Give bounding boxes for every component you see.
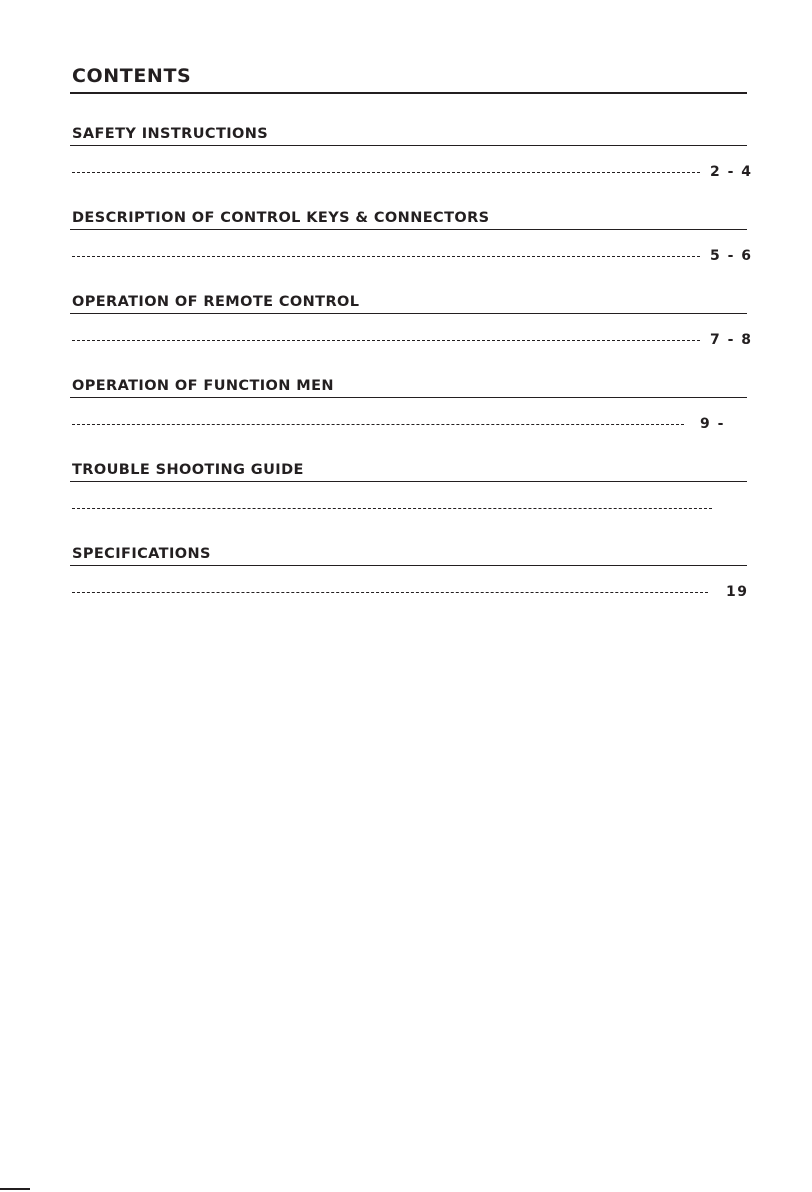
toc-heading: OPERATION OF FUNCTION MEN [70,376,747,398]
toc-page-number: 2 - 4 [710,164,753,180]
toc-page-number: 9 - [700,416,725,432]
toc-page-number: 5 - 6 [710,248,753,264]
toc-entry-trouble-shooting-guide[interactable] [70,460,747,544]
spacer [70,94,747,124]
toc-leader-row [70,246,753,266]
toc-leader-row [70,162,753,182]
dotted-leader [72,256,700,257]
dotted-leader [72,340,700,341]
toc-entry-description-of-control-keys[interactable] [70,208,753,292]
toc-entry-operation-of-remote-control[interactable] [70,292,753,376]
toc-page-number: 19 [726,584,749,600]
toc-leader-row [70,330,753,350]
toc-leader-row [70,582,747,602]
dotted-leader [72,424,684,425]
toc-heading: SPECIFICATIONS [70,544,747,566]
toc-heading: SAFETY INSTRUCTIONS [70,124,747,146]
toc-leader-row [70,414,747,434]
toc-entry-safety-instructions[interactable] [70,124,753,208]
dotted-leader [72,592,708,593]
toc-entry-specifications[interactable] [70,544,747,628]
toc-heading: OPERATION OF REMOTE CONTROL [70,292,747,314]
toc-heading: DESCRIPTION OF CONTROL KEYS & CONNECTORS [70,208,747,230]
corner-mark [0,1188,30,1190]
dotted-leader [72,508,712,509]
toc-leader-row [70,498,747,518]
page-title: CONTENTS [70,62,747,94]
contents-page [70,62,753,628]
toc-heading: TROUBLE SHOOTING GUIDE [70,460,747,482]
toc-page-number: 7 - 8 [710,332,753,348]
dotted-leader [72,172,700,173]
toc-entry-operation-of-function-men[interactable] [70,376,747,460]
